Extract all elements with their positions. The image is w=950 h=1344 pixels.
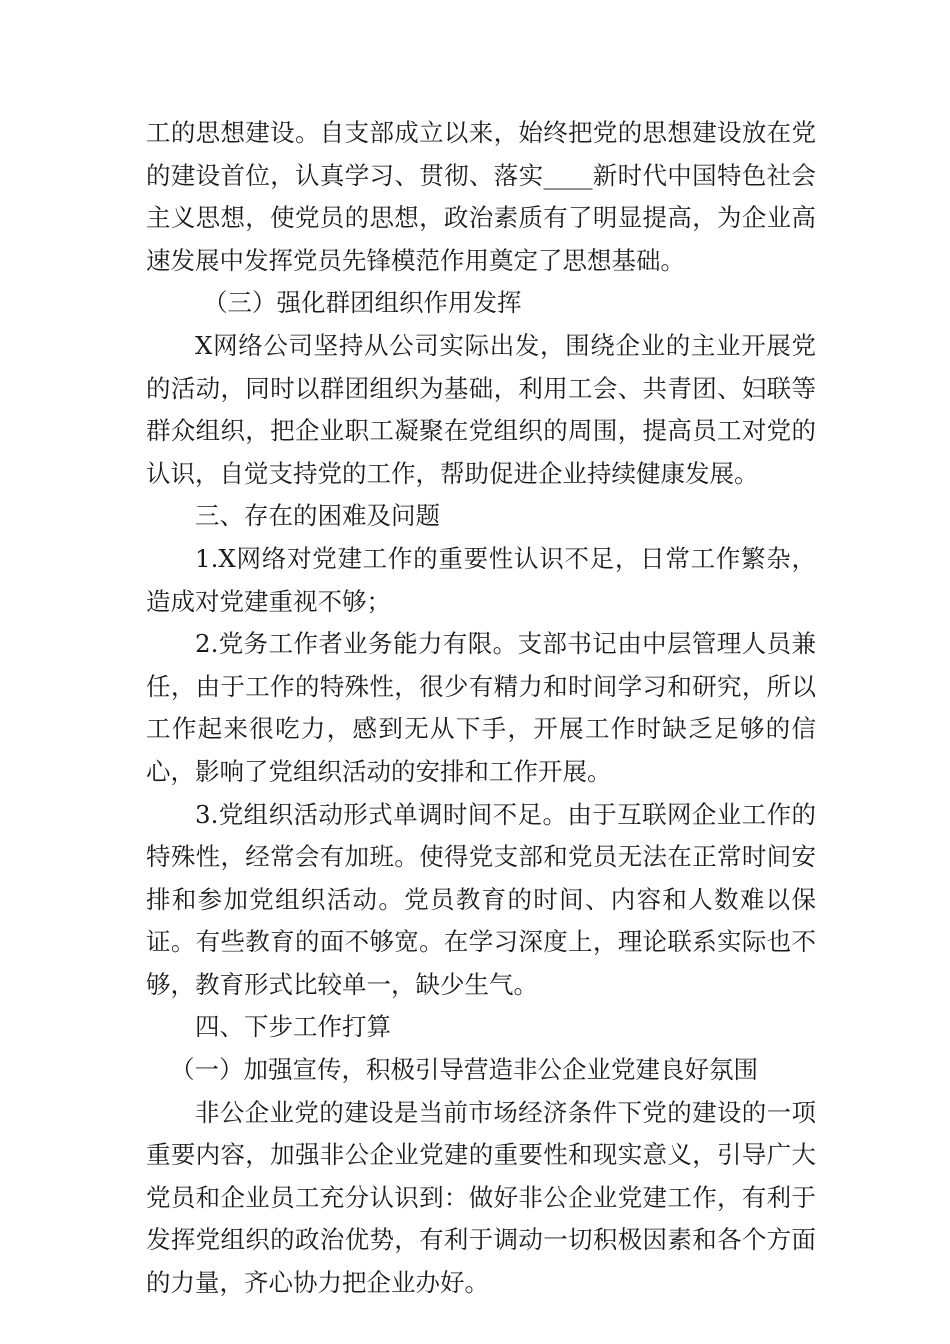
paragraph-publicity: 非公企业党的建设是当前市场经济条件下党的建设的一项重要内容，加强非公企业党建的重要性和现实意义，引导广大党员和企业员工充分认识到：做好非公企业党建工作，有利于发挥党组织的政治优势，有利于调动一切积极因素和各个方面的力量，齐心协力把企业办好。: [146, 1097, 816, 1298]
section-heading-difficulties: 三、存在的困难及问题: [195, 501, 440, 531]
subheading-mass-organizations: （三）强化群团组织作用发挥: [203, 288, 522, 318]
list-item-difficulty-3: 3.党组织活动形式单调时间不足。由于互联网企业工作的特殊性，经常会有加班。使得党支部和党员无法在正常时间安排和参加党组织活动。党员教育的时间、内容和人数难以保证。有些教育的面不够宽。在学习深度上，理论联系实际也不够，教育形式比较单一，缺少生气。: [146, 799, 816, 999]
paragraph-mass-organizations: X网络公司坚持从公司实际出发，围绕企业的主业开展党的活动，同时以群团组织为基础，利用工会、共青团、妇联等群众组织，把企业职工凝聚在党组织的周围，提高员工对党的认识，自觉支持党的工作，帮助促进企业持续健康发展。: [146, 330, 816, 488]
list-item-difficulty-2: 2.党务工作者业务能力有限。支部书记由中层管理人员兼任，由于工作的特殊性，很少有精力和时间学习和研究，所以工作起来很吃力，感到无从下手，开展工作时缺乏足够的信心，影响了党组织活动的安排和工作开展。: [146, 629, 816, 786]
paragraph-ideology-building: 工的思想建设。自支部成立以来，始终把党的思想建设放在党的建设首位，认真学习、贯彻、落实____新时代中国特色社会主义思想，使党员的思想，政治素质有了明显提高，为企业高速发展中发挥党员先锋模范作用奠定了思想基础。: [146, 118, 816, 275]
list-item-difficulty-1: 1.X网络对党建工作的重要性认识不足，日常工作繁杂，造成对党建重视不够；: [146, 543, 816, 616]
document-body: [146, 112, 816, 1305]
subheading-publicity: （一）加强宣传，积极引导营造非公企业党建良好氛围: [170, 1055, 758, 1085]
section-heading-next-steps: 四、下步工作打算: [195, 1012, 391, 1042]
